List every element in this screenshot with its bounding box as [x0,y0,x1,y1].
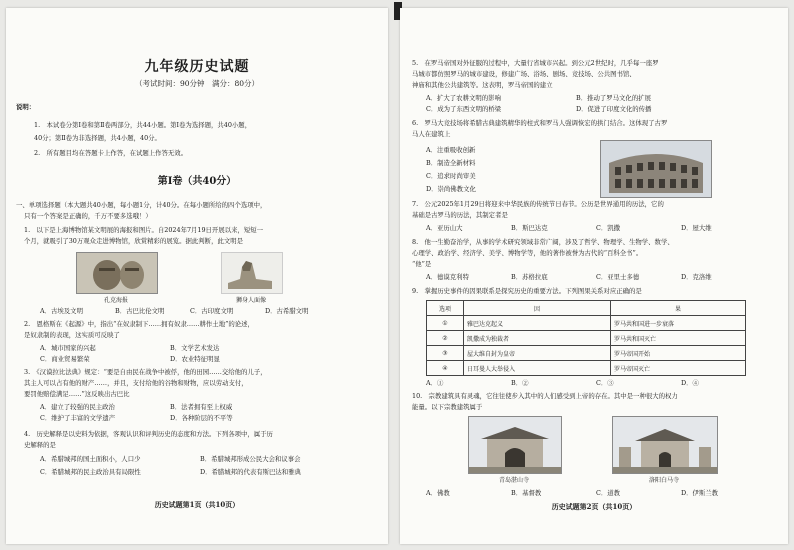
option-d[interactable]: D．伊斯兰教 [681,489,719,497]
question-3-stem: 要罚他赔偿满足……”这反映出古巴比 [24,390,130,398]
option-b[interactable]: B．希腊城邦形成公民大会和议事会 [200,455,301,463]
question-2-stem: 2. 恩格斯在《起源》中，指出“在奴隶制下……拥有奴隶……耕作土地”的论述， [24,320,254,328]
question-7-options [426,223,766,232]
colosseum-illustration [601,141,711,197]
zhanshan-temple-image [468,416,562,474]
option-c[interactable]: C．商业贸易繁荣 [40,355,90,363]
option-a[interactable]: A．希腊城邦的国土面积小，人口少 [40,455,141,463]
option-a[interactable]: A．古埃及文明 [40,307,83,315]
question-2-options [40,354,300,363]
instruction-line: 只有一个答案是正确的，千万不要多选哦！） [24,212,152,220]
temple-illustration [613,417,717,473]
table-cell: 罗马帝国开始 [611,346,746,361]
option-d[interactable]: D．屋大维 [681,224,712,232]
table-row [427,361,746,376]
question-5-stem: 神庙和其他公共建筑等。这表明，罗马帝国的建立 [412,81,553,89]
table-cell: 罗马共和国进一步衰落 [611,316,746,331]
column-header: 选项 [427,301,464,316]
question-8-stem: 8. 他一生勤奋治学，从事的学术研究领域非常广阔，涉及了哲学、物理学、生物学、数学、 [412,238,674,246]
question-7-stem: 基础是古罗马的历法，其制定者是 [412,211,508,219]
question-5-options [426,104,726,113]
note-line: 2. 所有题目均在答题卡上作答，在试题上作答无效。 [34,149,188,157]
baima-temple-image [612,416,718,474]
option-b[interactable]: B．斯巴达克 [511,224,548,232]
option-c[interactable]: C．道教 [596,489,621,497]
question-1-options [40,306,340,315]
exam-subtitle: （考试时间：90分钟 满分：80分） [134,79,260,88]
table-cell: ① [427,316,464,331]
question-9-stem: 9. 掌握历史事件的因果联系是探究历史的重要方法。下列图果关系对应正确的是 [412,287,642,295]
option-d[interactable]: D．各种阶层的不平等 [170,414,233,422]
table-cell: 罗马共和国灭亡 [611,331,746,346]
option-d[interactable]: D．希腊城邦的代表有斯巴达和雅典 [200,468,301,476]
option-a[interactable]: A．建立了较强的民主政治 [40,403,115,411]
table-row [427,331,746,346]
option-a[interactable]: A．扩大了农耕文明的影响 [426,94,501,102]
notes-heading: 说明： [16,103,36,111]
question-10-stem: 能量。以下宗教建筑属于 [412,403,483,411]
exam-page-2 [400,8,788,544]
page-footer: 历史试题第2页（共10页） [551,502,637,511]
section-title: 第Ⅰ卷（共40分） [157,176,237,187]
option-d[interactable]: D．农业特征明显 [170,355,220,363]
table-cell: ③ [427,346,464,361]
question-4-options [40,467,360,476]
option-b[interactable]: B．② [511,379,529,387]
question-5-stem: 5. 在罗马帝国对外征服的过程中，大量行省城市兴起。到公元2世纪时，几乎每一座罗 [412,59,659,67]
option-a[interactable]: A．佛教 [426,489,450,497]
option-b[interactable]: B．制造全新材料 [426,159,476,167]
question-3-stem: 其主人可以占有他的财产……，并且，支付给他的谷物和财物，应以劳动支付， [24,379,248,387]
table-cell: ④ [427,361,464,376]
question-2-options [40,343,300,352]
colosseum-image [600,140,712,198]
option-c[interactable]: C．维护了丰富的文学遗产 [40,414,116,422]
option-a[interactable]: A．① [426,379,444,387]
option-b[interactable]: B．文学艺术发达 [170,344,220,352]
question-7-stem: 7. 公元2025年1月29日将迎来中华民族的传统节日春节。公历是世界通用的历法，它的 [412,200,664,208]
table-header-row [427,301,746,316]
option-b[interactable]: B．法者拥有至上权威 [170,403,233,411]
table-cell: 屋大维自封为皇帝 [464,346,611,361]
table-cell: 凯撒成为独裁者 [464,331,611,346]
question-4-stem: 史解释的是 [24,441,56,449]
option-c[interactable]: C．亚里士多德 [596,273,640,281]
question-2-stem: 是奴隶制的表现，这实质可反映了 [24,331,120,339]
option-d[interactable]: D．克洛维 [681,273,712,281]
option-b[interactable]: B．基督教 [511,489,542,497]
option-b[interactable]: B．苏格拉底 [511,273,548,281]
question-4-options [40,454,360,463]
option-a[interactable]: A．亚历山大 [426,224,463,232]
option-d[interactable]: D．古希腊文明 [265,307,309,315]
question-10-stem: 10. 宗教建筑具有灵魂，它往往使步入其中的人们感受到上帝的存在。其中是一种很大的权力 [412,392,678,400]
temple-illustration [469,417,561,473]
option-a[interactable]: A．城市国家的兴起 [40,344,96,352]
question-5-options [426,93,726,102]
question-3-options [40,402,300,411]
option-c[interactable]: C．成为了东西文明的桥梁 [426,105,502,113]
question-4-stem: 4. 历史解释是以史料为依据，客观认识和评判历史的态度和方法。下列各项中，属于历 [24,430,273,438]
option-a[interactable]: A．注重吸收创新 [426,146,476,154]
option-c[interactable]: C．追求时尚审美 [426,172,476,180]
table-cell: 日耳曼人大举侵入 [464,361,611,376]
option-c[interactable]: C．③ [596,379,614,387]
question-9-options [426,378,766,387]
sphinx-illustration [222,253,282,293]
image-caption: 狮身人面像 [235,297,266,304]
cause-effect-table [426,300,746,376]
option-c[interactable]: C．凯撒 [596,224,621,232]
question-3-stem: 3. 《汉谟拉比法典》规定：“要是自由民在战争中被俘，他的田园……交给他的儿子， [24,368,267,376]
option-d[interactable]: D．崇尚佛教文化 [426,185,476,193]
table-cell: ② [427,331,464,346]
question-6-stem: 6. 罗马大竞技场将希腊古典建筑精华的柱式和罗马人强调恢宏的拱门结合。这体现了古罗 [412,119,668,127]
question-1-stem: 1. 以下是上海博物馆某文明展的海报和图片。自2024年7月19日开展以来，短短一 [24,226,264,234]
question-8-options [426,272,766,281]
option-d[interactable]: D．促进了印度文化的传播 [576,105,652,113]
question-8-stem: “他”是 [412,260,432,268]
option-d[interactable]: D．④ [681,379,699,387]
image-caption: 青岛湛山寺 [498,477,529,484]
table-row [427,346,746,361]
sphinx-image [221,252,283,294]
question-8-stem: 心理学、政治学、经济学、美学、博物学等，他的著作被誉为古代的“百科全书”。 [412,249,643,257]
note-line: 1. 本试卷分第Ⅰ卷和第Ⅱ卷两部分，共44小题。第Ⅰ卷为选择题，共40小题， [34,121,252,129]
page-footer: 历史试题第1页（共10页） [154,500,240,509]
option-b[interactable]: B．推动了罗马文化的扩展 [576,94,651,102]
option-b[interactable]: B．古巴比伦文明 [115,307,165,315]
note-line: 40分；第Ⅱ卷为非选择题，共4小题，40分。 [34,134,161,142]
question-5-stem: 马城市都仿照罗马的城市建设，修建广场、浴场、剧场、竞技场、公共图书馆、 [412,70,636,78]
option-a[interactable]: A．德谟克利特 [426,273,469,281]
column-header: 果 [611,301,746,316]
question-1-stem: 个月，就吸引了30万观众走进博物馆，欣赏精彩的展览。据此判断，此文明是 [24,237,244,245]
image-caption: 孔克海报 [103,297,128,304]
table-cell: 雅巴达克起义 [464,316,611,331]
column-header: 因 [464,301,611,316]
table-row [427,316,746,331]
table-cell: 罗马帝国灭亡 [611,361,746,376]
poster-illustration [77,253,157,293]
exam-page-1 [6,8,388,544]
exhibition-poster-image [76,252,158,294]
question-10-options [426,488,766,497]
question-3-options [40,413,300,422]
option-c[interactable]: C．古印度文明 [190,307,234,315]
option-c[interactable]: C．希腊城邦的民主政治具有局限性 [40,468,141,476]
exam-title: 九年级历史试题 [144,59,250,75]
instruction-line: 一、单项选择题（本大题共40小题，每小题1分，计40分。在每小题所给的四个选项中， [16,201,267,209]
question-6-stem: 马人在建筑上 [412,130,451,138]
image-caption: 洛阳白马寺 [648,477,679,484]
